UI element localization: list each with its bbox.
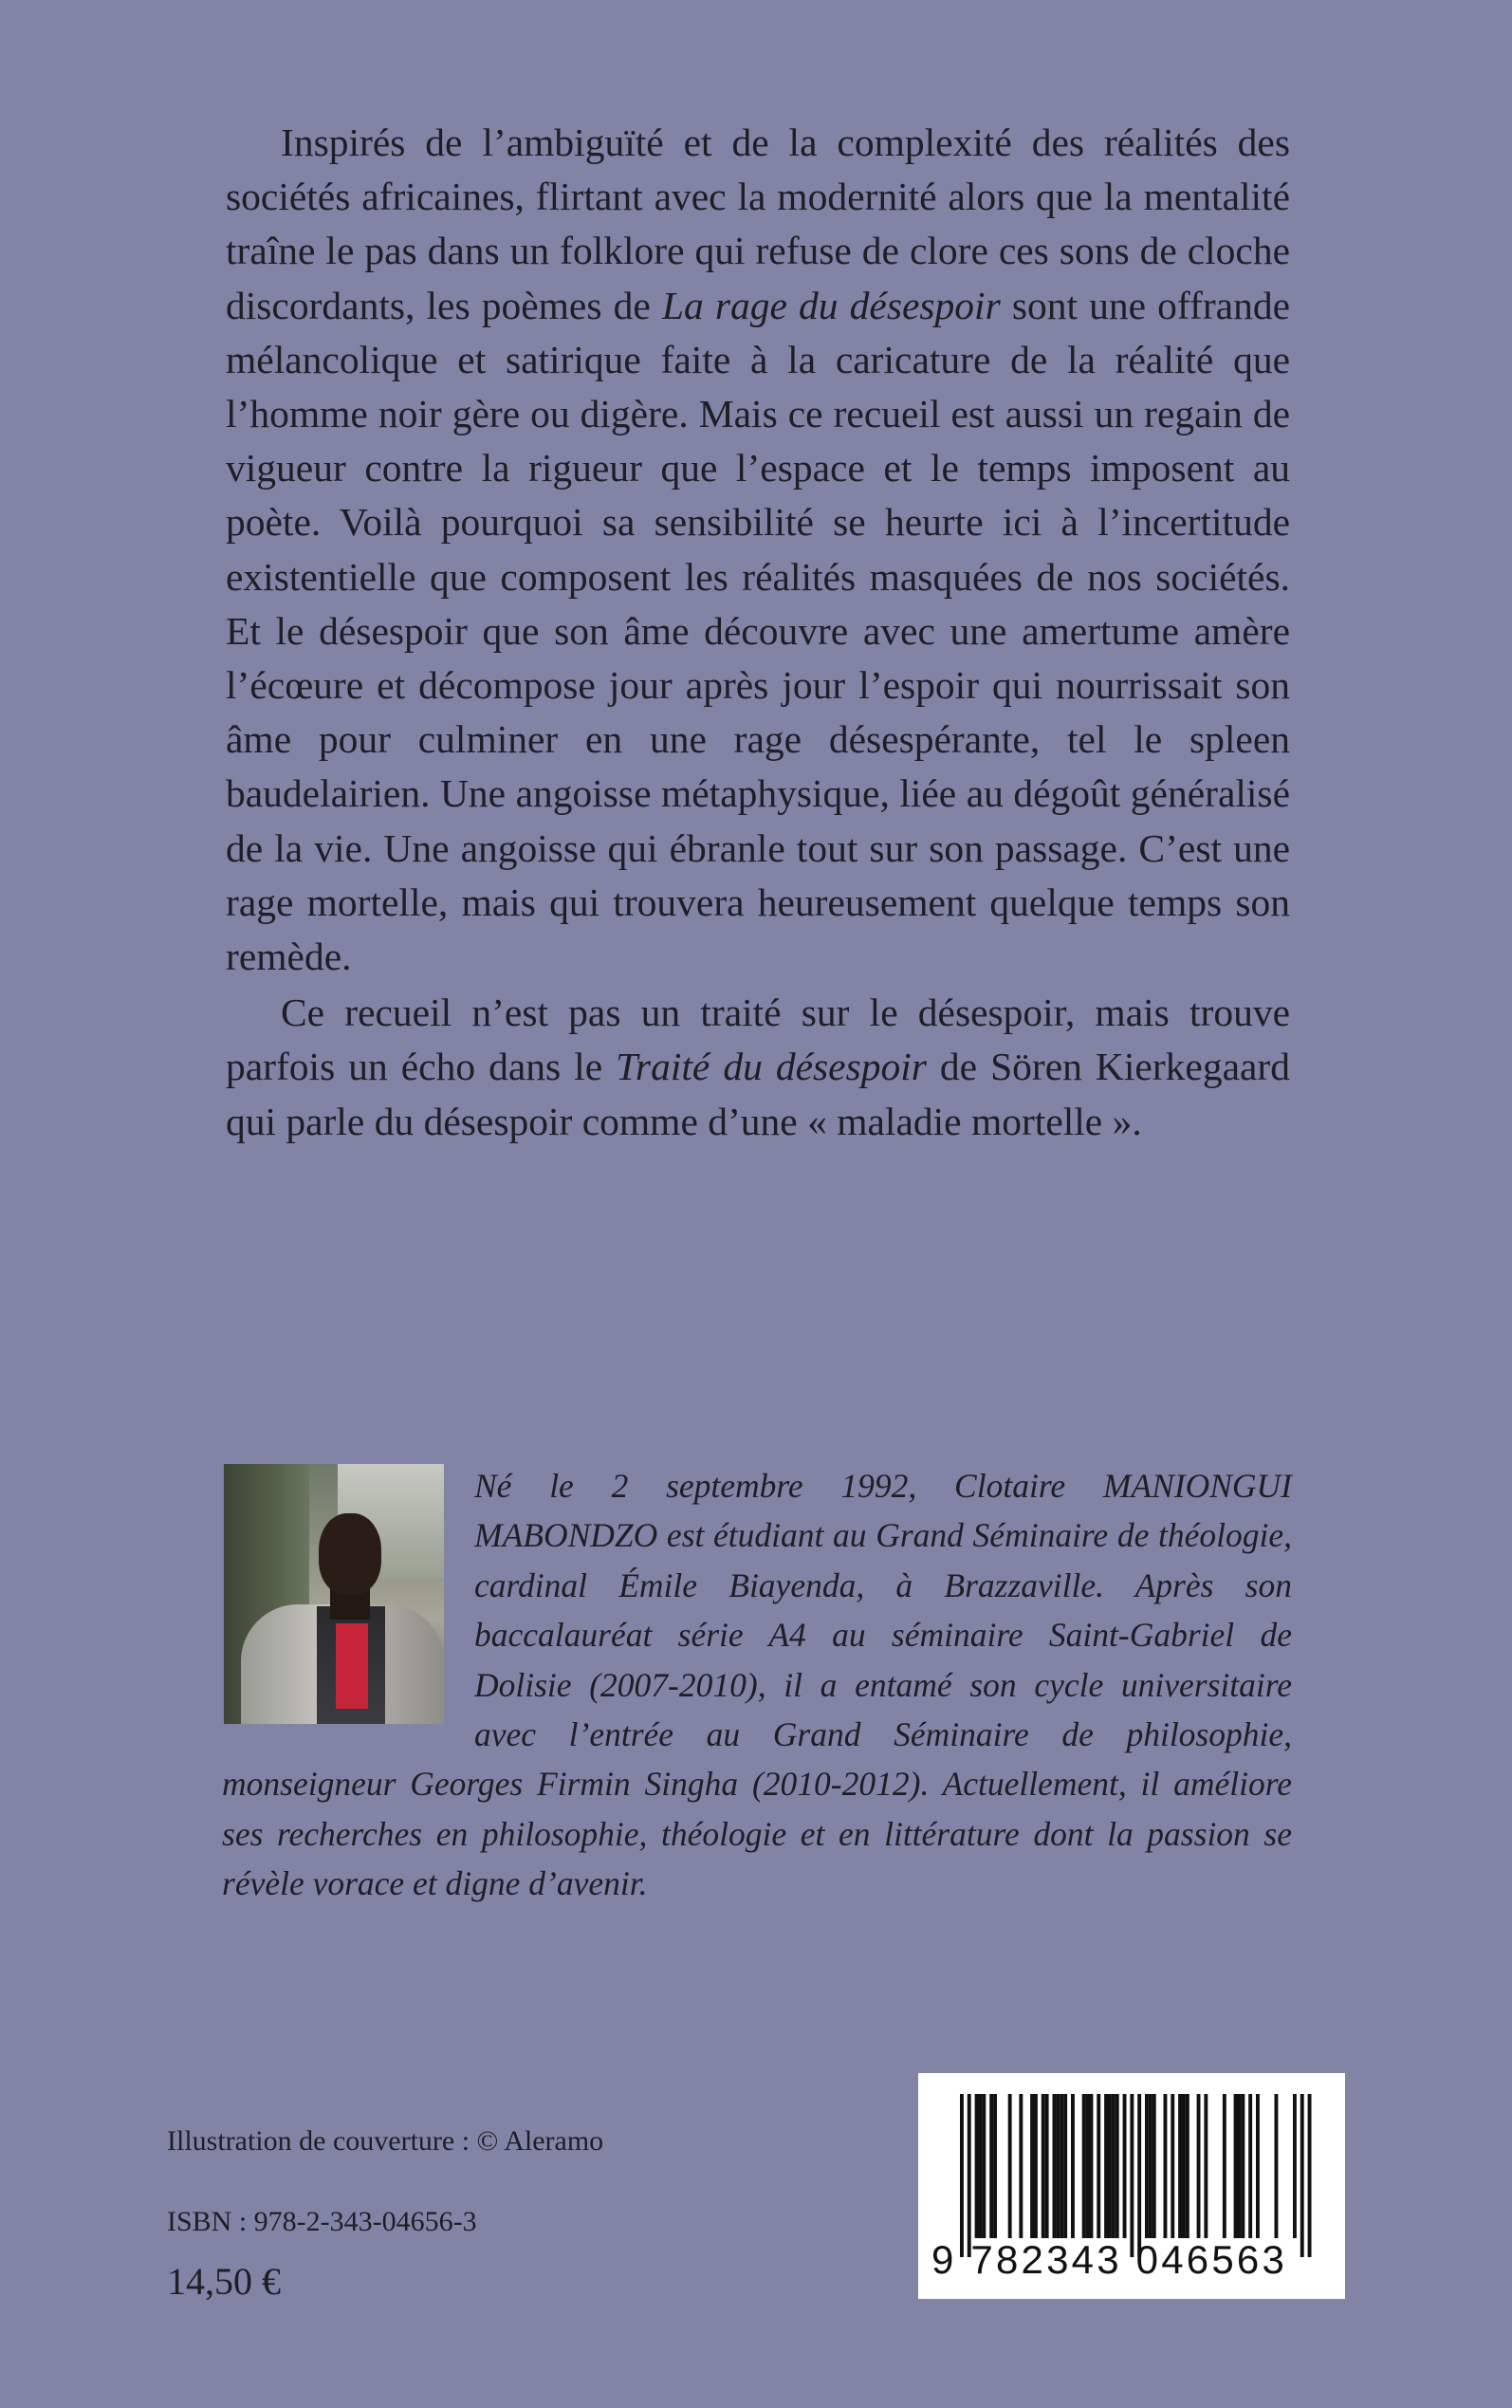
barcode-bar	[1256, 2094, 1260, 2238]
barcode-bar	[1019, 2094, 1023, 2238]
barcode-bar	[1116, 2094, 1119, 2238]
barcode-bar	[1108, 2094, 1112, 2238]
barcode-bar	[1082, 2094, 1086, 2238]
barcode-bar	[1104, 2094, 1108, 2238]
book-title: La rage du désespoir	[661, 283, 1001, 327]
barcode-bar	[1234, 2094, 1238, 2238]
barcode-bar	[1186, 2094, 1189, 2238]
back-cover-blurb	[226, 116, 1290, 1149]
author-bio: Né le 2 septembre 1992, Clotaire MANIONGUI MABONDZO est étudiant au Grand Séminaire de théologie, cardinal Émile Biayenda, à Brazzaville. Après son baccalauréat série A4 au séminaire Saint-Gabriel de Dolisie (2007-2010), il a entamé son cycle universitaire avec l’entrée au Grand Séminaire de philosophie, monseigneur Georges Firmin Singha (2010-2012). Actuellement, il améliore ses recherches en philosophie, théologie et en littérature dont la passion se révèle vorace et digne d’avenir.	[222, 1467, 1292, 1903]
cited-work-title: Traité du désespoir	[616, 1045, 927, 1089]
blurb-paragraph-2: Ce recueil n’est pas un traité sur le désespoir, mais trouve parfois un écho dans le Traité du désespoir de Sören Kierkegaard qui parle du désespoir comme d’une « maladie mortelle ».	[226, 991, 1290, 1143]
barcode-bar	[1086, 2094, 1090, 2238]
barcode-bar	[1071, 2094, 1075, 2238]
barcode-bar	[1090, 2094, 1094, 2238]
author-photo	[224, 1464, 444, 1724]
isbn: ISBN : 978-2-343-04656-3	[167, 2206, 477, 2237]
barcode-bar	[1097, 2094, 1100, 2238]
barcode-bar	[993, 2094, 997, 2238]
blurb-paragraph-1: Inspirés de l’ambiguïté et de la complexité des réalités des sociétés africaines, flirtant avec la modernité alors que la mentalité traîne le pas dans un folklore qui refuse de clore ces sons de cloche discordants, les poèmes de La rage du désespoir sont une offrande mélancolique et satirique faite à la caricature de la réalité que l’homme noir gère ou digère. Mais ce recueil est aussi un regain de vigueur contre la rigueur que l’espace et le temps imposent au poète. Voilà pourquoi sa sensibilité se heurte ici à l’incertitude existentielle que composent les réalités masquées de nos sociétés. Et le désespoir que son âme découvre avec une amertume amère l’écœure et décompose jour après jour l’espoir qui nourrissait son âme pour culminer en une rage désespérante, tel le spleen baudelairien. Une angoisse métaphysique, liée au dégoût généralisé de la vie. Une angoisse qui ébranle tout sur son passage. C’est une rage mortelle, mais qui trouvera heureusement quelque temps son remède.	[226, 120, 1290, 979]
barcode-bar	[1045, 2094, 1049, 2238]
barcode-bar	[1056, 2094, 1060, 2238]
barcode-bar	[1182, 2094, 1186, 2238]
barcode-bar	[1008, 2094, 1012, 2238]
barcode-bar	[975, 2094, 979, 2238]
barcode-bar	[982, 2094, 986, 2238]
barcode-digits: 9 782343 046563	[931, 2237, 1287, 2282]
barcode-bar	[1130, 2094, 1134, 2257]
barcode-bar	[1060, 2094, 1063, 2238]
barcode-bar	[989, 2094, 993, 2238]
author-section	[222, 1461, 1292, 1909]
barcode-bar	[1030, 2094, 1034, 2238]
barcode-bar	[1178, 2094, 1182, 2238]
barcode-bar	[1197, 2094, 1201, 2238]
barcode-bar	[1300, 2094, 1304, 2257]
barcode-bar	[1223, 2094, 1226, 2238]
barcode-bar	[1034, 2094, 1038, 2238]
barcode-bar	[1238, 2094, 1242, 2238]
price: 14,50 €	[167, 2260, 281, 2303]
barcode-bar	[1137, 2094, 1141, 2257]
barcode-bar	[1123, 2094, 1127, 2238]
barcode-bar	[1042, 2094, 1045, 2238]
barcode-bar	[1248, 2094, 1252, 2238]
barcode-bar	[1204, 2094, 1208, 2238]
barcode-bar	[968, 2094, 971, 2257]
barcode-bar	[1152, 2094, 1156, 2238]
barcode-bar	[979, 2094, 983, 2238]
barcode-bar	[1063, 2094, 1067, 2238]
cover-illustration-credit: Illustration de couverture : © Aleramo	[167, 2125, 604, 2157]
barcode-bar	[1308, 2094, 1312, 2257]
barcode-bar	[1275, 2094, 1279, 2238]
barcode-bar	[1171, 2094, 1174, 2238]
barcode-bar	[1053, 2094, 1057, 2238]
barcode-bar	[1293, 2094, 1297, 2238]
barcode-bar	[960, 2094, 964, 2257]
barcode	[918, 2073, 1345, 2299]
barcode-bar	[1149, 2094, 1152, 2238]
barcode-bar	[1112, 2094, 1116, 2238]
barcode-bar	[1164, 2094, 1168, 2238]
barcode-bar	[1145, 2094, 1149, 2238]
barcode-bar	[1241, 2094, 1245, 2238]
